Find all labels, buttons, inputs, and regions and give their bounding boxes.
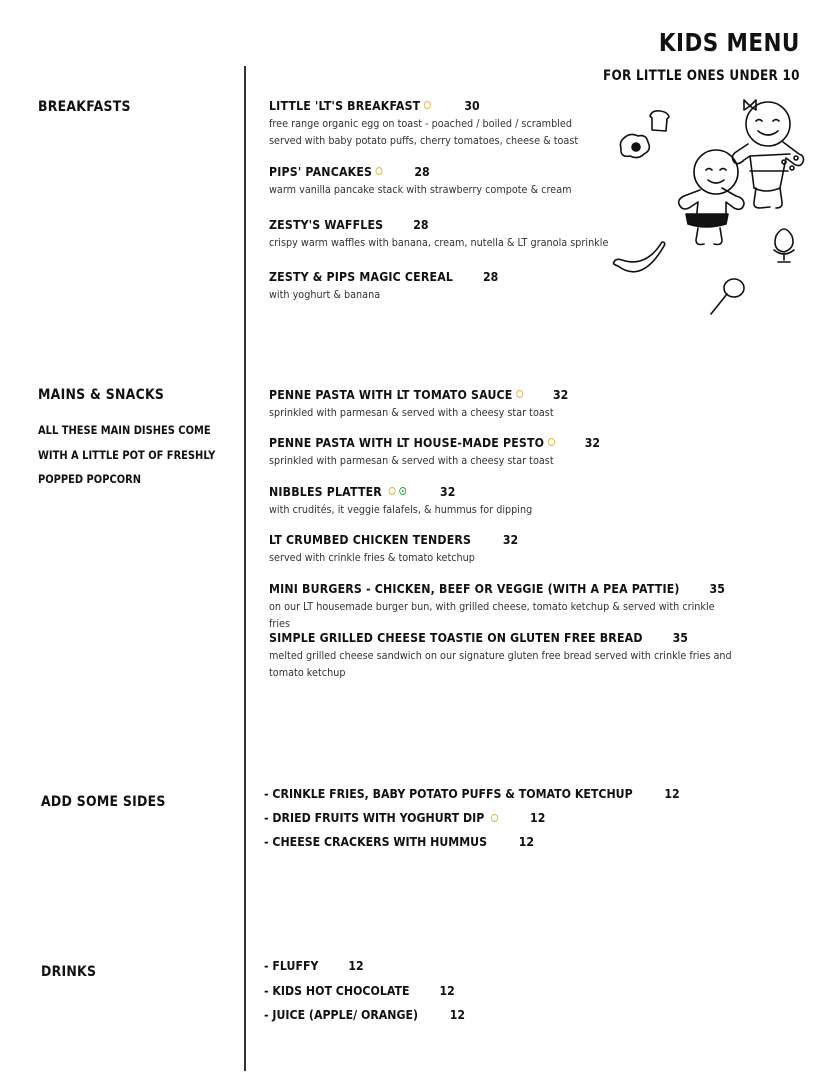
menu-item-zestys-waffles (269, 215, 779, 252)
menu-item-description: served with baby potato puffs, cherry tomatoes, cheese & toast (269, 134, 579, 147)
drink-item-name: - KIDS HOT CHOCOLATE (264, 983, 410, 998)
column-divider (244, 66, 246, 1071)
page-subtitle: FOR LITTLE ONES UNDER 10 (603, 68, 800, 84)
side-item-dried-fruits (264, 810, 545, 825)
section-note-popcorn: ALL THESE MAIN DISHES COME WITH A LITTLE POT OF FRESHLY POPPED POPCORN (38, 423, 216, 486)
menu-item-nibbles-platter (269, 482, 779, 519)
menu-item-magic-cereal (269, 267, 779, 304)
menu-item-price: 32 (584, 434, 601, 450)
vegetarian-icon (400, 487, 407, 495)
menu-item-name: LT CRUMBED CHICKEN TENDERS (269, 531, 472, 547)
menu-item-description: on our LT housemade burger bun, with grilled cheese, tomato ketchup & served with crinkle fries (269, 601, 715, 630)
menu-item-description: sprinkled with parmesan & served with a cheesy star toast (269, 407, 554, 419)
menu-item-description: sprinkled with parmesan & served with a cheesy star toast (269, 455, 554, 467)
side-item-name: - CHEESE CRACKERS WITH HUMMUS (264, 834, 488, 849)
menu-item-description: served with crinkle fries & tomato ketchup (269, 552, 475, 564)
section-title-breakfasts: BREAKFASTS (38, 99, 131, 115)
menu-item-name: PENNE PASTA WITH LT HOUSE-MADE PESTO (269, 434, 545, 450)
menu-item-price: 32 (502, 531, 519, 547)
gluten-free-icon (389, 487, 396, 495)
menu-item-description: melted grilled cheese sandwich on our signature gluten free bread served with crinkle fries and (269, 650, 732, 662)
gluten-free-icon (424, 101, 431, 109)
side-item-name: - CRINKLE FRIES, BABY POTATO PUFFS & TOMATO KETCHUP (264, 786, 633, 801)
side-item-cheese-crackers (264, 834, 534, 849)
menu-item-penne-pesto (269, 433, 779, 470)
menu-item-price: 35 (672, 629, 688, 645)
menu-item-description: free range organic egg on toast - poached / boiled / scrambled (269, 118, 572, 130)
gluten-free-icon (516, 390, 523, 398)
drink-item-fluffy (264, 958, 364, 973)
menu-item-price: 28 (414, 163, 430, 179)
menu-item-grilled-cheese (269, 628, 779, 681)
menu-item-name: ZESTY & PIPS MAGIC CEREAL (269, 268, 454, 284)
menu-item-pips-pancakes (269, 162, 779, 199)
menu-item-mini-burgers (269, 579, 787, 632)
menu-item-description: with yoghurt & banana (269, 289, 381, 301)
menu-item-little-lts-breakfast (269, 96, 779, 149)
menu-item-name: SIMPLE GRILLED CHEESE TOASTIE ON GLUTEN FREE BREAD (269, 629, 643, 645)
menu-item-name: LITTLE 'LT'S BREAKFAST (269, 97, 421, 113)
menu-item-name: PIPS' PANCAKES (269, 163, 373, 179)
menu-item-price: 35 (709, 580, 725, 596)
menu-item-penne-tomato (269, 385, 779, 422)
menu-item-price: 32 (440, 483, 456, 499)
menu-item-description: with crudités, it veggie falafels, & hummus for dipping (269, 504, 533, 516)
menu-item-name: PENNE PASTA WITH LT TOMATO SAUCE (269, 386, 513, 402)
side-item-name: - DRIED FRUITS WITH YOGHURT DIP (264, 810, 485, 825)
side-item-price: 12 (664, 786, 680, 801)
section-title-sides: ADD SOME SIDES (41, 794, 166, 810)
menu-item-description: tomato ketchup (269, 666, 346, 679)
page-title: KIDS MENU (659, 28, 800, 57)
menu-item-description: crispy warm waffles with banana, cream, nutella & LT granola sprinkle (269, 237, 609, 249)
gluten-free-icon (491, 814, 498, 822)
menu-item-price: 30 (464, 97, 480, 113)
menu-item-name: ZESTY'S WAFFLES (269, 216, 384, 232)
side-item-price: 12 (530, 810, 546, 825)
menu-item-price: 28 (413, 216, 429, 232)
drink-item-name: - JUICE (APPLE/ ORANGE) (264, 1007, 419, 1022)
menu-item-chicken-tenders (269, 530, 779, 567)
side-item-crinkle-fries (264, 786, 680, 801)
menu-item-price: 32 (552, 386, 569, 402)
section-title-drinks: DRINKS (41, 964, 97, 980)
side-item-price: 12 (518, 834, 535, 849)
drink-item-price: 12 (439, 983, 455, 998)
menu-item-description: warm vanilla pancake stack with strawberry compote & cream (269, 184, 572, 196)
menu-item-name: NIBBLES PLATTER (269, 483, 382, 499)
menu-item-name: MINI BURGERS - CHICKEN, BEEF OR VEGGIE (WITH A PEA PATTIE) (269, 580, 680, 596)
drink-item-name: - FLUFFY (264, 958, 319, 973)
menu-item-price: 28 (483, 268, 499, 284)
gluten-free-icon (376, 167, 383, 175)
gluten-free-icon (548, 438, 555, 446)
section-title-mains: MAINS & SNACKS (38, 387, 165, 403)
drink-item-price: 12 (449, 1007, 466, 1022)
drink-item-hot-chocolate (264, 983, 455, 998)
drink-item-price: 12 (348, 958, 364, 973)
drink-item-juice (264, 1007, 465, 1022)
